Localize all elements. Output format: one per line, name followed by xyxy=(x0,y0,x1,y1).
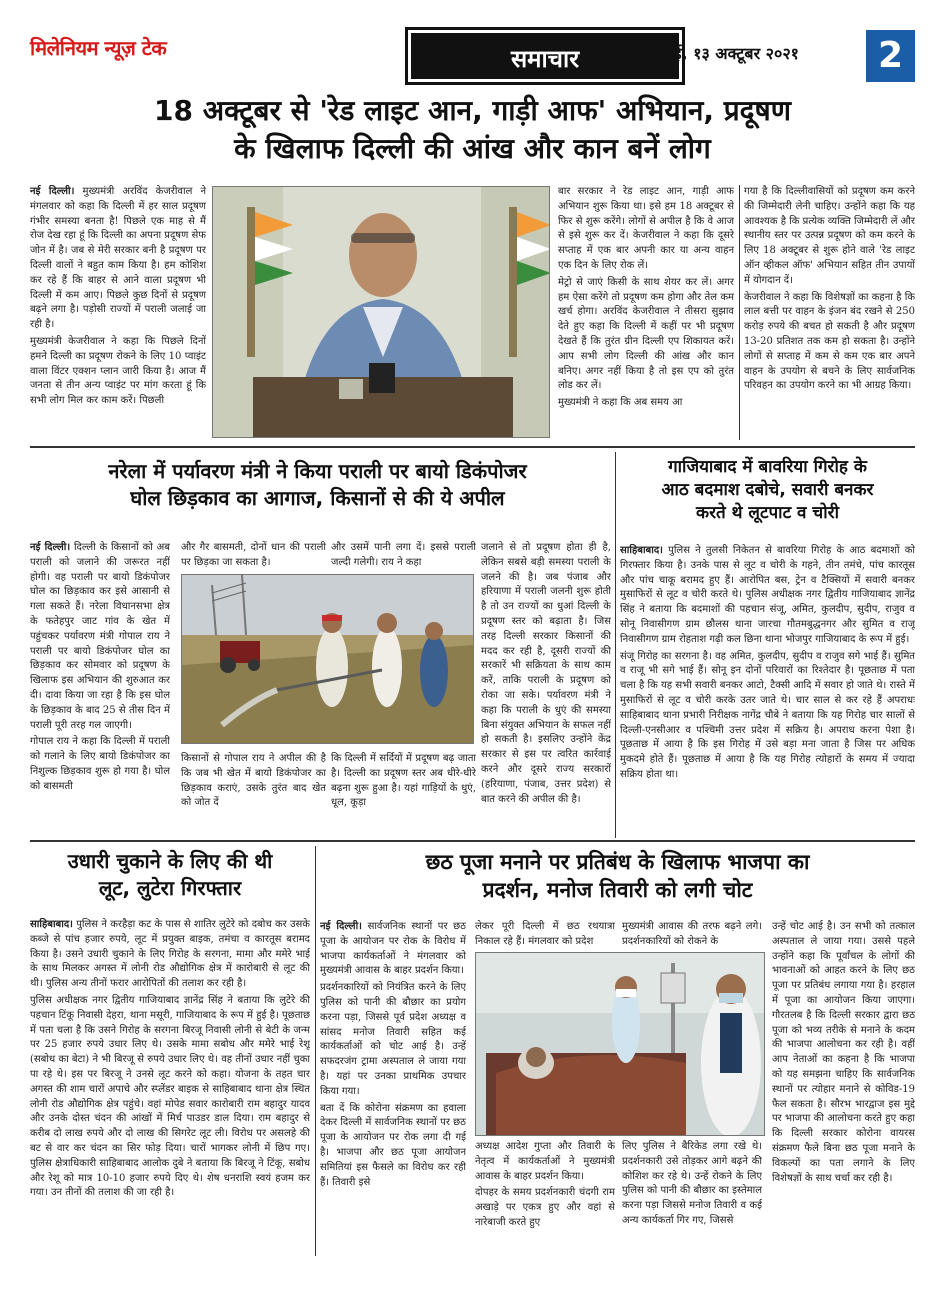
story3-body xyxy=(620,544,915,836)
column-rule xyxy=(739,185,740,440)
story5-photo-illustration xyxy=(476,953,765,1136)
story5-col2-p1: अध्यक्ष आदेश गुप्ता और तिवारी के नेतृत्व में कार्यकर्ताओं ने मुख्यमंत्री आवास के बाहर प्रदर्शन किया। xyxy=(475,1141,615,1182)
story4-p1: पुलिस ने करहैड़ा कट के पास से शातिर लुटेरे को दबोच कर उसके कब्जे से पांच हजार रुपये, लूट में प्रयुक्त बाइक, तमंचा व कारतूस बरामद किया है। उसने उधारी चुकाने के लिए गिरोह के सरगना, मामा और ममेरे भाई के साथ मिलकर अगस्त में लोनी रोड औद्योगिक क्षेत्र में कारोबारी से लूट की थी। पुलिस अन्य तीनों फरार आरोपितों की तलाश कर रही है। xyxy=(30,919,310,990)
story1-headline-line1: 18 अक्टूबर से 'रेड लाइट आन, गाड़ी आफ' अभियान, प्रदूषण xyxy=(154,94,791,127)
story2-col2-bottom: किसानों से गोपाल राय ने अपील की है कि जब भी खेत में बायो डिकंपोजर का छिड़काव कराएं, उसके तुरंत बाद खेत को जोत दें xyxy=(181,753,326,809)
story3-headline xyxy=(620,456,915,525)
story5-col1-p2: प्रदर्शनकारियों को नियंत्रित करने के लिए पुलिस को पानी की बौछार का प्रयोग करना पड़ा, जिससे पूर्व प्रदेश अध्यक्ष व सांसद मनोज तिवारी सहित कई कार्यकर्ताओं को चोट आई है। उन्हें सफदरजंग ट्रामा अस्पताल ले जाया गया है। यहां पर उनका प्राथमिक उपचार किया गया। xyxy=(320,982,466,1097)
story5-headline-line2: प्रदर्शन, मनोज तिवारी को लगी चोट xyxy=(482,878,753,903)
story1-photo xyxy=(212,186,550,438)
story5-headline-line1: छठ पूजा मनाने पर प्रतिबंध के खिलाफ भाजपा का xyxy=(425,850,810,874)
story1-headline-line2: के खिलाफ दिल्ली की आंख और कान बनें लोग xyxy=(234,131,711,165)
story1-col3-p1: बार सरकार ने रेड लाइट आन, गाड़ी आफ अभियान शुरू किया था। इसे हम 18 अक्टूबर से फिर से शुरू करेंगे। लोगों से अपील है कि वे आज से इसे शुरू कर दें। केजरीवाल ने कहा कि दूसरे सप्ताह में एक बार अपनी कार या अन्य वाहन एक दिन के लिए रोक लें। xyxy=(558,186,734,271)
story2-photo-illustration xyxy=(182,575,474,744)
story5-dateline: नई दिल्ली। xyxy=(320,921,362,932)
section-label: समाचार xyxy=(408,30,682,82)
story1-headline xyxy=(30,92,915,168)
story3-headline-line3: करते थे लूटपाट व चोरी xyxy=(696,502,839,523)
brand-name: मिलेनियम न्यूज़ टेक xyxy=(30,36,167,60)
story2-headline-line1: नरेला में पर्यावरण मंत्री ने किया पराली पर बायो डिकंपोजर xyxy=(108,459,527,483)
story5-photo xyxy=(475,952,765,1136)
story1-col4-p1: गया है कि दिल्लीवासियों को प्रदूषण कम करने की जिम्मेदारी लेनी चाहिए। उन्होंने कहा कि यह आवश्यक है कि प्रत्येक व्यक्ति जिम्मेदारी लें और स्थानीय स्तर पर उत्पन्न प्रदूषण को कम करने के लिए 18 अक्टूबर से शुरू होने वाले 'रेड लाइट ऑन व्हीकल ऑफ' अभियान सहित तीन उपायों में योगदान दें। xyxy=(744,186,915,286)
issue-dateline: मुंबई, १३ अक्टूबर २०२१ xyxy=(655,44,799,63)
story4-headline-line2: लूट, लुटेरा गिरफ्तार xyxy=(98,876,242,900)
story5-col1 xyxy=(320,920,466,1256)
story1-col4-p2: केजरीवाल ने कहा कि विशेषज्ञों का कहना है कि लाल बत्ती पर वाहन के इंजन बंद रखने से 250 करोड़ रुपये की बचत हो सकती है और प्रदूषण 13-20 प्रतिशत तक कम हो सकता है। उन्होंने लोगों से सप्ताह में कम से कम एक बार अपने वाहन के उपयोग से बचने के लिए सार्वजनिक परिवहन का उपयोग करने का भी आग्रह किया। xyxy=(744,291,915,392)
story5-col1-p1: सार्वजनिक स्थानों पर छठ पूजा के आयोजन पर रोक के विरोध में भाजपा कार्यकर्ताओं ने मंगलवार को मुख्यमंत्री आवास के बाहर प्रदर्शन किया। xyxy=(320,921,466,977)
story5-col2-top: लेकर पूरी दिल्ली में छठ रथयात्रा निकाल रहे हैं। मंगलवार को प्रदेश xyxy=(475,921,615,947)
story2-col3-top: और उसमें पानी लगा दें। इससे पराली जल्दी गलेगी। राय ने कहा xyxy=(331,542,476,568)
story5-col2 xyxy=(475,1140,615,1256)
story5-col2-p2: दोपहर के समय प्रदर्शनकारी चंदगी राम अखाड़े पर एकत्र हुए और वहां से नारेबाजी करते हुए xyxy=(475,1187,615,1228)
story1-col1-p1: मुख्यमंत्री अरविंद केजरीवाल ने मंगलवार को कहा कि दिल्ली में हर साल प्रदूषण गंभीर समस्या बनता है! पिछले एक माह से मैं रोज देख रहा हूं कि दिल्ली का अपना प्रदूषण सेफ जोन में है। जब से मेरी सरकार बनी है प्रदूषण पर दिल्ली वालों ने बहुत काम किया है। हम कोशिश कर रहे हैं कि बाहर से आने वाला प्रदूषण भी दिल्ली में कम आए। पिछले कुछ दिनों से प्रदूषण बढ़ने लगा है। पड़ोसी राज्यों में पराली जलाई जा रही है। xyxy=(30,186,206,331)
story5-col3-top: मुख्यमंत्री आवास की तरफ बढ़ने लगे। प्रदर्शनकारियों को रोकने के xyxy=(622,921,762,947)
story-divider xyxy=(30,446,915,448)
column-rule xyxy=(615,452,616,838)
story3-dateline: साहिबाबाद। xyxy=(620,545,663,556)
story-divider xyxy=(30,840,915,842)
story4-body xyxy=(30,918,310,1256)
story2-headline xyxy=(30,458,605,512)
story5-col1-p3: बता दें कि कोरोना संक्रमण का हवाला देकर दिल्ली में सार्वजनिक स्थानों पर छठ पूजा के आयोजन पर रोक लगा दी गई है। भाजपा और छठ पूजा आयोजन समितियां इस फैसले का विरोध कर रही हैं। तिवारी इसे xyxy=(320,1102,466,1188)
story2-col4: जलाने से तो प्रदूषण होता ही है, लेकिन सबसे बड़ी समस्या पराली के जलने की है। जब पंजाब और हरियाणा में पराली जलनी शुरू होती है तो उन राज्यों का धुआं दिल्ली के प्रदूषण स्तर को बढ़ाता है। जिस तरह दिल्ली सरकार किसानों की मदद कर रही है, दूसरी राज्यों की सरकारें भी सक्रियता के साथ काम करें, ताकि पराली के प्रदूषण को रोका जा सके। पर्यावरण मंत्री ने कहा कि पराली के धुएं की समस्या बिना संयुक्त अभियान के सफल नहीं हो सकती है। इसलिए उन्होंने केंद्र सरकार से इस पर त्वरित कार्रवाई करने और दूसरे राज्य सरकारों (हरियाणा, पंजाब, उत्तर प्रदेश) से बात करने की अपील की है। xyxy=(481,542,611,805)
story1-col3 xyxy=(558,185,734,440)
story5-col4: उन्हें चोट आई है। उन सभी को तत्काल अस्पताल ले जाया गया। उससे पहले उन्होंने कहा कि पूर्वांचल के लोगों की भावनाओं को आहत करने के लिए छठ पूजा पर प्रतिबंध लगाया गया है। हरहाल में पूजा का आयोजन किया जाएगा। गौरतलब है कि दिल्ली सरकार द्वारा छठ पूजा को भव्य तरीके से मनाने के कदम की भाजपा आलोचना कर रही है। वहीं आप नेताओं का कहना है कि भाजपा को यह समझना चाहिए कि सार्वजनिक स्थानों पर त्योहार मनाने से कोविड-19 फैल सकता है। सौरभ भारद्वाज इस मुद्दे पर भाजपा की आलोचना करते हुए कहा कि दिल्ली सरकार कोरोना वायरस संक्रमण फैले बिना छठ पूजा मनाने के विकल्पों का पता लगाने के लिए विशेषज्ञों के साथ चर्चा कर रही है। xyxy=(772,921,915,1184)
story2-col3-bottom: कि दिल्ली में सर्दियों में प्रदूषण बढ़ जाता है। दिल्ली का प्रदूषण स्तर अब धीरे-धीरे बढ़ना शुरू हुआ है। यहां गाड़ियों के धुएं, धूल, कूड़ा xyxy=(331,753,476,809)
story3-p1: पुलिस ने तुलसी निकेतन से बावरिया गिरोह के आठ बदमाशों को गिरफ्तार किया है। उनके पास से लूट व चोरी के गहने, तीन तमंचे, पांच कारतूस और पांच चाकू बरामद हुए हैं। आरोपित बस, ट्रेन व टैक्सियों में सवारी बनकर मुसाफिरों से लूट व चोरी करते थे। पुलिस अधीक्षक नगर द्वितीय गाजियाबाद ज्ञानेंद्र सिंह ने बताया कि बदमाशों की पहचान संजू, अमित, कुलदीप, सुदीप, राजुव व सोनू निवासीगण ग्राम छौलस थाना जारचा गौतमबुद्धनगर और सुमित व राजू निवासीगण ग्राम रोहताश गढ़ी कल छिना थाना भोजपुर गाजियाबाद के रूप में हुई। xyxy=(620,545,915,645)
story3-headline-line1: गाजियाबाद में बावरिया गिरोह के xyxy=(668,457,867,477)
story2-col1 xyxy=(30,541,170,836)
story4-p2: पुलिस अधीक्षक नगर द्वितीय गाजियाबाद ज्ञानेंद्र सिंह ने बताया कि लुटेरे की पहचान टिंकू निवासी देहरा, थाना मसूरी, गाजियाबाद के रूप में हुई है। पूछताछ में पता चला है कि उसने गिरोह के सरगना बिरजू निवासी लोनी से बेटी के जन्म पर 25 हजार रुपये उधार लिए थे। उसके मामा सबोध और ममेरे भाई रेशू (सबोध का बेटा) ने भी बिरजू से रुपये उधार लिए थे। वह तीनों उधार नहीं चुका पा रहे थे। इस पर बिरजू ने उनसे लूट करने को कहा। योजना के तहत चार अगस्त की शाम चारों अपाचे और स्प्लेंडर बाइक से साहिबाबाद थाना क्षेत्र स्थित लोनी रोड औद्योगिक क्षेत्र पहुंचे। वहां मोपेड सवार कारोबारी राम बहादुर यादव और उनके दोस्त चंदन की आंखों में मिर्च पाउडर डाल दिया। राम बहादुर से करीब दो लाख रुपये और दो लाख की सिगरेट लूट ली। विरोध पर असलहे की बट से वार कर चंदन का सिर फोड़ दिया। चारों भागकर लोनी में छिप गए। पुलिस क्षेत्राधिकारी साहिबाबाद आलोक दुबे ने बताया कि बिरजू ने टिंकू, सबोध और रेशू को मात्र 10-10 हजार रुपये दिए थे। शेष धनराशि स्वयं हजम कर गया। उन तीनों की तलाश की जा रही है। xyxy=(30,994,310,1199)
story1-col1 xyxy=(30,185,206,440)
story2-col1-p2: गोपाल राय ने कहा कि दिल्ली में पराली को गलाने के लिए बायो डिकंपोजर का निशुल्क छिड़काव शुरू हो गया है। घोल को बासमती xyxy=(30,736,170,792)
story4-dateline: साहिबाबाद। xyxy=(30,919,73,930)
story5-headline xyxy=(320,848,915,905)
story2-dateline: नई दिल्ली। xyxy=(30,542,71,553)
story1-col4 xyxy=(744,185,915,440)
story4-headline xyxy=(30,848,310,902)
column-rule xyxy=(315,846,316,1256)
story1-col3-p2: मेट्रो से जाएं किसी के साथ शेयर कर लें। अगर हम ऐसा करेंगे तो प्रदूषण कम होगा और तेल कम खर्च होगा। अरविंद केजरीवाल ने तीसरा सुझाव देते हुए कहा कि दिल्ली में कहीं पर भी प्रदूषण देखते हैं कि तुरंत ग्रीन दिल्ली एप शिकायत करें। आप सभी लोग दिल्ली की आंख और कान बनिए। अगर नहीं किया है तो इस एप को तुरंत लोड कर लें। xyxy=(558,276,734,392)
story4-headline-line1: उधारी चुकाने के लिए की थी xyxy=(67,849,273,873)
story1-col1-p2: मुख्यमंत्री केजरीवाल ने कहा कि पिछले दिनों हमने दिल्ली का प्रदूषण रोकने के लिए 10 प्वाइंट वाला विंटर एक्शन प्लान जारी किया है। आज मैं जनता से तीन अन्य प्वाइंट पर मांग करता हूं कि सभी लोग मिल कर काम करें। पिछली xyxy=(30,335,206,407)
story1-col3-p3: मुख्यमंत्री ने कहा कि अब समय आ xyxy=(558,397,683,409)
story1-dateline: नई दिल्ली। xyxy=(30,186,75,197)
page-number: 2 xyxy=(866,30,915,82)
masthead xyxy=(30,30,915,82)
story2-col1-p1: दिल्ली के किसानों को अब पराली को जलाने की जरूरत नहीं होगी। वह पराली पर बायो डिकंपोजर घोल का छिड़काव कर इसे आसानी से गला सकते हैं। नरेला विधानसभा क्षेत्र के फतेहपुर जाट गांव के खेत में पहुंचकर पर्यावरण मंत्री गोपाल राय ने पराली पर बायो डिकंपोजर घोल का छिड़काव कर सोमवार को प्रदूषण के खिलाफ इस अभियान की शुरुआत कर दी। दावा किया जा रहा है कि इस घोल के छिड़काव के बाद 25 से तीस दिन में पराली पूरी तरह गल जाएगी। xyxy=(30,542,170,731)
story3-headline-line2: आठ बदमाश दबोचे, सवारी बनकर xyxy=(661,479,874,500)
story1-photo-illustration xyxy=(213,187,550,438)
story2-headline-line2: घोल छिड़काव का आगाज, किसानों से की ये अपील xyxy=(130,486,505,510)
story5-col3-bottom: लिए पुलिस ने बैरिकेड लगा रखे थे। प्रदर्शनकारी उसे तोड़कर आगे बढ़ने की कोशिश कर रहे थे। उन्हें रोकने के लिए पुलिस को पानी की बौछार का इस्तेमाल करना पड़ा जिससे मनोज तिवारी व कई अन्य कार्यकर्ता गिर गए, जिससे xyxy=(622,1141,762,1226)
story2-col2-top: और गैर बासमती, दोनों धान की पराली पर छिड़का जा सकता है। xyxy=(181,542,326,568)
story2-photo xyxy=(181,574,474,744)
story3-p2: संजू गिरोह का सरगना है। वह अमित, कुलदीप, सुदीप व राजुव सगे भाई हैं। सुमित व राजू भी सगे भाई हैं। सोनू इन दोनों परिवारों का रिश्तेदार है। पूछताछ में पता चला है कि यह सभी सवारी बनकर आटो, टैक्सी आदि में सवार हो जाते थे। रास्ते में मुसाफिरों से लूट व चोरी करके उतर जाते थे। चार साल से कर रहे हैं अपराधः साहिबाबाद थाना प्रभारी निरीक्षक नागेंद्र चौबे ने बताया कि यह गिरोह चार सालों से दिल्ली-एनसीआर व पश्चिमी उत्तर प्रदेश में सक्रिय है। अपराध करना पेशा है। पूछताछ में आया है कि इस गिरोह में उसे बड़ा मना जाता है जिस पर अधिक मुकदमे होते हैं। पूछताछ में आया है कि यह गिरोह त्योहारों के समय में ज्यादा सक्रिय होता था। xyxy=(620,650,915,780)
